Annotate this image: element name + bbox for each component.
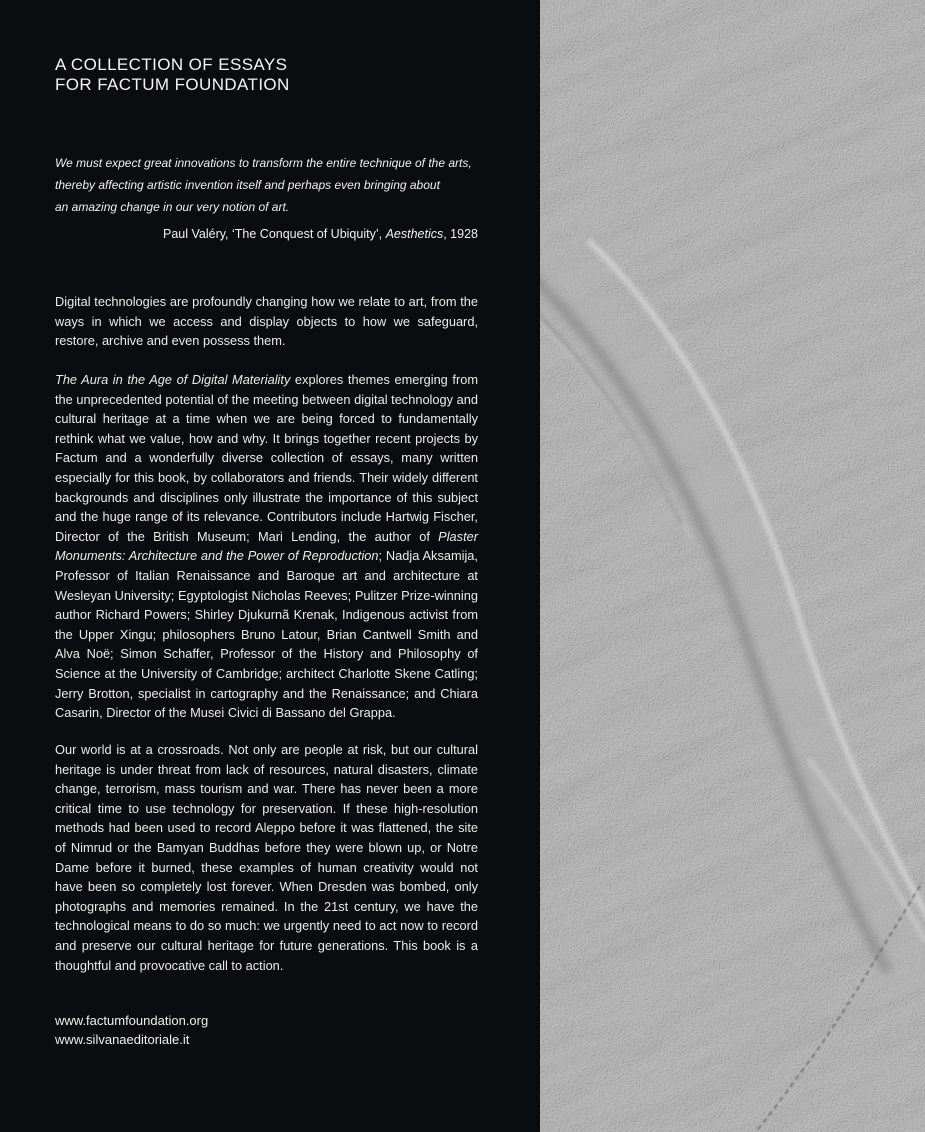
silvana-editoriale-url: www.silvanaeditoriale.it [55,1031,190,1047]
cover-title [55,55,478,94]
quote-line: thereby affecting artistic invention itself and perhaps even bringing about [55,178,440,192]
factum-foundation-url: www.factumfoundation.org [55,1013,209,1028]
epigraph-quote [55,152,515,218]
relief-texture-panel [540,0,925,1132]
cover-title-line-1: A COLLECTION OF ESSAYS [55,55,288,74]
blurb-paragraph-1: Digital technologies are profoundly changing how we relate to art, from the ways in which we access and display objects to how we safeguard, restore, archive and even possess them. [55,294,478,349]
publisher-urls [55,1012,478,1049]
relief-texture-image [540,0,925,1132]
attribution-work-title: Aesthetics [385,227,444,241]
blurb-paragraph-3: Our world is at a crossroads. Not only are people at risk, but our cultural heritage is under threat from lack of resources, natural disasters, climate change, terrorism, mass tourism and war. There has never been a more critical time to use technology for preservation. If these high-resolution methods had been used to record Aleppo before it was flattened, the site of Nimrud or the Bamyan Buddhas before they were blown up, or Notre Dame before it burned, these examples of human creativity would not have been so completely lost forever. When Dresden was bombed, only photographs and memories remained. In the 21st century, we have the technological means to do so much: we urgently need to act now to record and preserve our cultural heritage for future generations. This book is a thoughtful and provocative call to action. [55,742,478,973]
attribution-year: , 1928 [443,227,478,241]
blurb-paragraph-2 [55,370,478,723]
quote-line: We must expect great innovations to transform the entire technique of the arts, [55,156,472,170]
quote-attribution [55,224,478,244]
quote-line: an amazing change in our very notion of art. [55,200,290,214]
paragraph-2-text: explores themes emerging from the unprecedented potential of the meeting between digital technology and cultural heritage at a time when we are being forced to fundamentally rethink what we value, how and why. It brings together recent projects by Factum and a wonderfully diverse collection of essays, many written especially for this book, by collaborators and friends. Their widely different backgrounds and disciplines only illustrate the importance of this subject and the huge range of its relevance. Contributors include Hartwig Fischer, Director of the British Museum; Mari Lending, the author of [55,372,478,544]
cover-title-line-2: FOR FACTUM FOUNDATION [55,74,290,94]
paragraph-2-text-continued: ; Nadja Aksamija, Professor of Italian Renaissance and Baroque art and architecture at Wesleyan University; Egyptologist Nicholas Reeves; Pulitzer Prize-winning author Richard Powers; Shirley Djukurnã Krenak, Indigenous activist from the Upper Xingu; philosophers Bruno Latour, Brian Cantwell Smith and Alva Noë; Simon Schaffer, Professor of the History and Philosophy of Science at the University of Cambridge; architect Charlotte Skene Catling; Jerry Brotton, specialist in cartography and the Renaissance; and Chiara Casarin, Director of the Musei Civici di Bassano del Grappa. [55,548,478,721]
cited-work-italic: Plaster Monuments: Architecture and the Power of Reproduction [55,528,478,564]
attribution-author-and-essay: Paul Valéry, ‘The Conquest of Ubiquity’, [162,227,386,241]
book-title-italic: The Aura in the Age of Digital Materiality [55,372,291,387]
